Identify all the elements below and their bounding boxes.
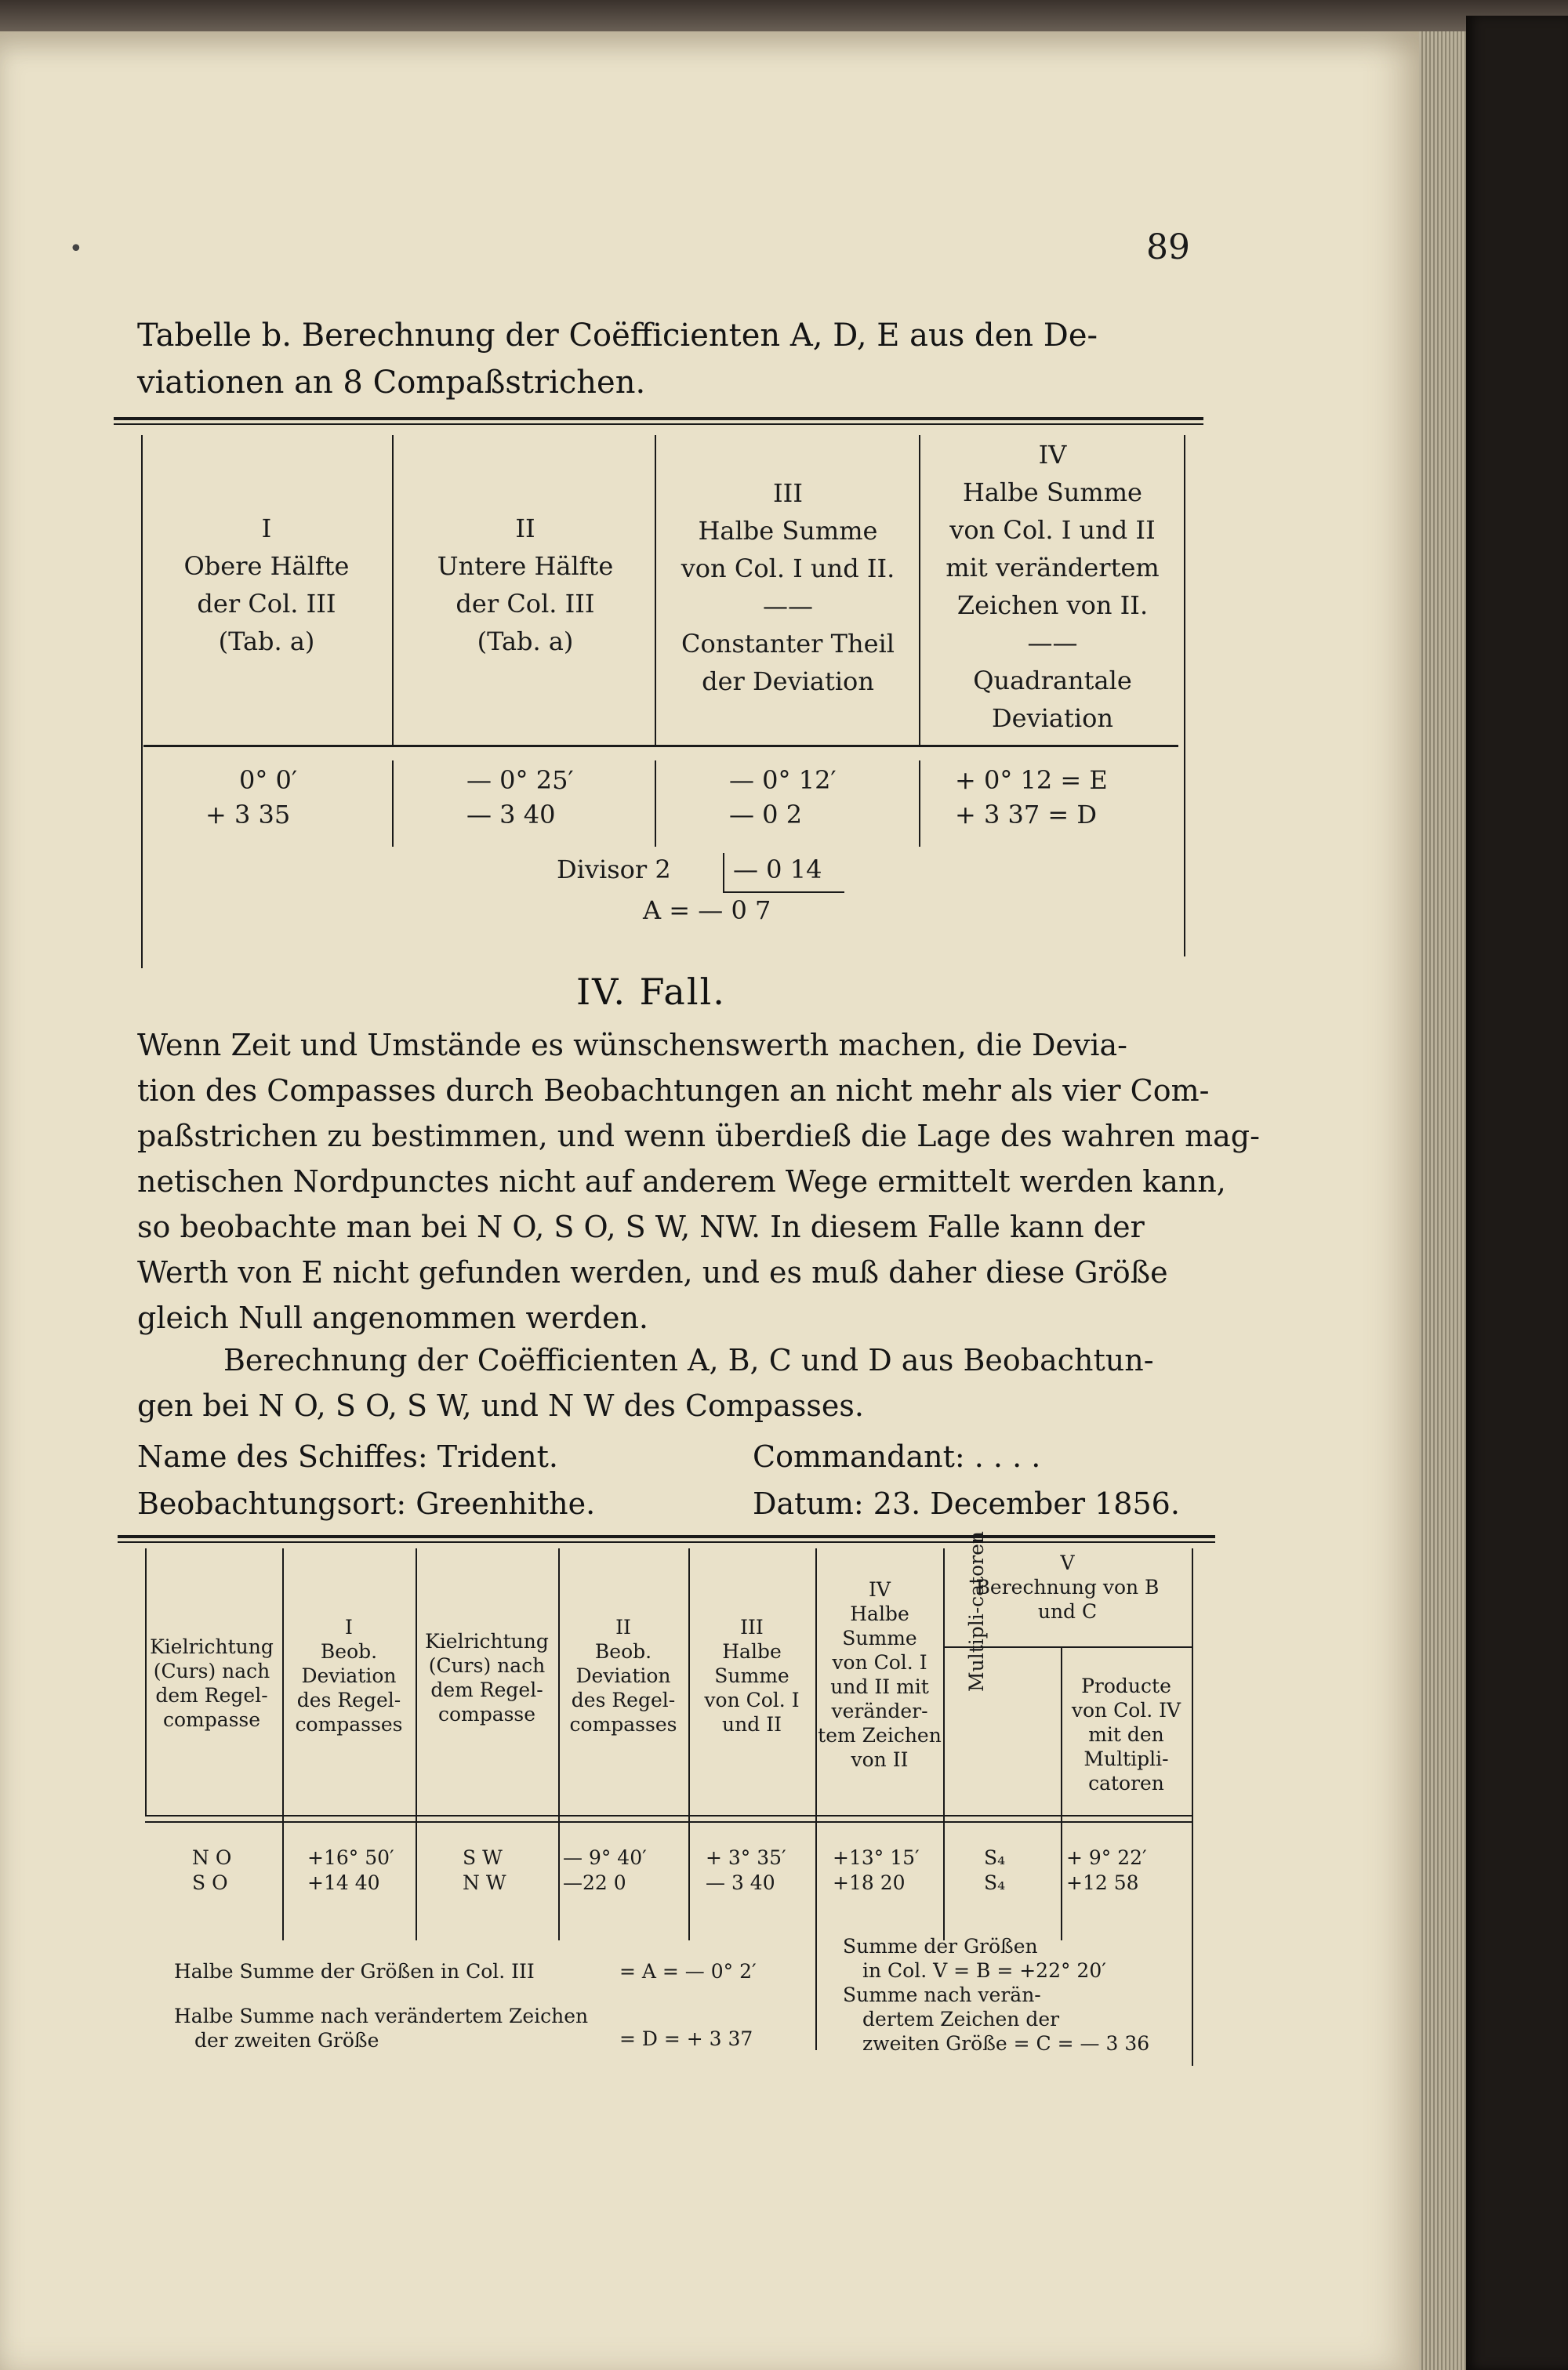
coefficient-d: = D = + 3 37 [619,2027,753,2050]
coefficient-b: in Col. V = B = +22° 20′ [862,1959,1106,1982]
table-b-top-rule-2 [114,423,1203,425]
table-b-vline-1 [392,435,394,745]
footer-left-line2: Halbe Summe nach verändertem Zeichen [174,2005,589,2027]
table-b-vline-2 [655,435,656,745]
divisor-label: Divisor 2 [557,855,671,884]
table2-header-rule [145,1815,1192,1817]
table2-header-col7: V Berechnung von B und C [975,1552,1160,1623]
producte-header: Producte von Col. IV mit den Multipli- catoren [1071,1675,1181,1795]
divisor-bracket [723,853,724,892]
table-b-header-rule [143,745,1178,747]
table2-vline [416,1548,417,1940]
table-b-top-rule [114,417,1203,420]
table2-header-col2: I Beob. Deviation des Regel- compasses [295,1616,403,1736]
table-b-cell: — 0 2 [729,800,803,829]
table2-top-rule [118,1535,1215,1538]
section-title: IV. Fall. [576,971,726,1013]
footer-left-line3: der zweiten Größe [194,2029,379,2052]
table2-cell: +14 40 [307,1871,380,1894]
table-b-cell: 0° 0′ [239,765,298,795]
book-cover [1466,16,1568,2370]
table-b-vline-6 [655,760,656,847]
table2-cell: S₄ [984,1846,1006,1869]
coefficient-a-result: A = — 0 7 [643,895,771,925]
table2-cell: S₄ [984,1871,1006,1894]
footer-right-line3: Summe nach verän- [843,1983,1041,2006]
table2-cell: +18 20 [833,1871,906,1894]
table-b-cell: — 0° 25′ [466,765,574,795]
multiplicatoren-header: Multipli-catoren [965,1530,988,1692]
coefficient-c: zweiten Größe = C = — 3 36 [862,2032,1150,2055]
table2-header-col3: Kielrichtung (Curs) nach dem Regel- compasse [425,1630,549,1726]
ink-mark: • [69,235,83,263]
table2-cell: S O [192,1871,228,1894]
table-b-vline-5 [392,760,394,847]
table2-cell: S W [463,1846,503,1869]
ship-name: Name des Schiffes: Trident. [137,1439,559,1474]
table2-vline [688,1548,690,1940]
page-edges [1419,31,1466,2370]
table2-vline [558,1548,560,1940]
table-b-vline-0 [141,435,143,968]
table2-cell: + 9° 22′ [1066,1846,1147,1869]
commander: Commandant: . . . . [753,1439,1041,1474]
table-b-vline-4 [1184,435,1185,956]
paragraph-1: Wenn Zeit und Umstände es wünschenswerth machen, die Devia- tion des Compasses durch Beobachtungen an nicht mehr als vier Com- paßstrichen zu bestimmen, und wenn überdieß die Lage des wahren mag- netischen Nordpunctes nicht auf anderem Wege ermittelt werden kann, so beobachte man bei N O, S O, S W, NW. In diesem Falle kann der Werth von E nicht gefunden werden, und es muß daher diese Größe gleich Null angenommen werden. [137,1028,1260,1335]
table-b-cell: + 3 37 = D [955,800,1098,829]
table-b-header-col3: III Halbe Summe von Col. I und II. —— Constanter Theil der Deviation [681,478,895,696]
table-b-cell: + 0° 12 = E [955,765,1108,795]
table-b-cell: + 3 35 [205,800,291,829]
table2-header-col5: III Halbe Summe von Col. I und II [704,1616,800,1736]
divisor-rule [723,891,844,893]
table2-cell: +12 58 [1066,1871,1139,1894]
table-b-header-col1: I Obere Hälfte der Col. III (Tab. a) [183,514,350,656]
table-b-header-col2: II Untere Hälfte der Col. III (Tab. a) [437,514,614,656]
table-title-line2: viationen an 8 Compaßstrichen. [137,365,646,401]
observation-place: Beobachtungsort: Greenhithe. [137,1486,596,1521]
table2-cell: — 3 40 [706,1871,775,1894]
divisor-value: — 0 14 [733,855,822,884]
footer-right-line4: dertem Zeichen der [862,2008,1060,2031]
table-b-cell: — 3 40 [466,800,556,829]
table2-cell: +13° 15′ [833,1846,920,1869]
table-b-cell: — 0° 12′ [729,765,837,795]
table2-vline [1192,1548,1193,2066]
table-b-vline-3 [919,435,920,745]
table-b-vline-7 [919,760,920,847]
table2-cell: + 3° 35′ [706,1846,786,1869]
table2-header-rule-2 [145,1821,1192,1823]
table2-cell: — 9° 40′ [563,1846,647,1869]
table2-header-col6: IV Halbe Summe von Col. I und II mit veränder- tem Zeichen von II [818,1578,942,1771]
table-title-line1: Tabelle b. Berechnung der Coëfficienten A, D, E aus den De- [137,318,1098,354]
table2-cell: +16° 50′ [307,1846,394,1869]
table2-cell: —22 0 [563,1871,626,1894]
paragraph-2: Berechnung der Coëfficienten A, B, C und D aus Beobachtun- gen bei N O, S O, S W, und N W des Compasses. [137,1343,1154,1423]
footer-left-line1: Halbe Summe der Größen in Col. III [174,1960,535,1983]
table2-cell: N W [463,1871,506,1894]
table2-header-col4: II Beob. Deviation des Regel- compasses [569,1616,677,1736]
footer-right-line1: Summe der Größen [843,1935,1038,1958]
table2-cell: N O [192,1846,232,1869]
table-b-header-col4: IV Halbe Summe von Col. I und II mit verändertem Zeichen von II. —— Quadrantale Deviation [946,440,1160,733]
observation-date: Datum: 23. December 1856. [753,1486,1180,1521]
table2-vline [282,1548,284,1940]
table2-top-rule-2 [118,1541,1215,1543]
table2-header-col1: Kielrichtung (Curs) nach dem Regel- compasse [150,1635,274,1731]
page-number: 89 [1146,227,1190,267]
coefficient-a: = A = — 0° 2′ [619,1960,757,1983]
